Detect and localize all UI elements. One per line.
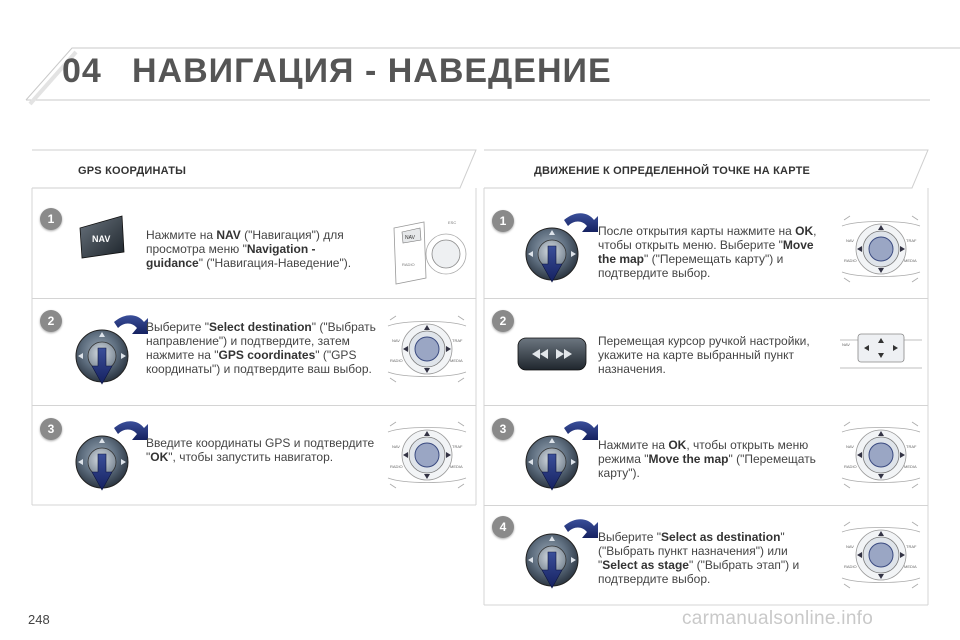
chapter-number: 04 (62, 52, 102, 90)
nav-button-label: NAV (92, 234, 111, 244)
svg-text:TRAF: TRAF (906, 238, 917, 243)
control-panel-thumbnail (384, 306, 470, 392)
svg-text:RADIO: RADIO (844, 464, 857, 469)
step-divider (484, 505, 928, 506)
svg-text:RADIO: RADIO (844, 258, 857, 263)
svg-text:RADIO: RADIO (390, 464, 403, 469)
step-instruction: Нажмите на OK, чтобы открыть меню режима "Move the map" ("Перемещать карту"). (598, 438, 816, 480)
rotary-push-knob-icon (70, 308, 150, 388)
svg-text:NAV: NAV (405, 235, 415, 241)
step-instruction: Выберите "Select destination" ("Выбрать направление") и подтвердите, затем нажмите на "GPS coordinates" ("GPS координаты") и подтвердите ваш выбор. (146, 320, 376, 376)
step-divider (484, 298, 928, 299)
svg-text:NAV: NAV (846, 544, 854, 549)
svg-text:MEDIA: MEDIA (450, 464, 463, 469)
step-number-badge: 2 (492, 310, 514, 332)
svg-text:TRAF: TRAF (906, 544, 917, 549)
svg-text:NAV: NAV (392, 338, 400, 343)
step-instruction: Нажмите на NAV ("Навигация") для просмотра меню "Navigation - guidance" ("Навигация-Наведение"). (146, 228, 352, 270)
svg-text:ESC: ESC (448, 220, 457, 225)
step-divider (32, 298, 476, 299)
svg-text:NAV: NAV (846, 238, 854, 243)
step-number-badge: 4 (492, 516, 514, 538)
step-number-badge: 2 (40, 310, 62, 332)
watermark: carmanualsonline.info (682, 608, 874, 629)
rotary-push-knob-icon (520, 206, 600, 286)
svg-text:TRAF: TRAF (906, 444, 917, 449)
step-instruction: Выберите "Select as destination" ("Выбрать пункт назначения") или "Select as stage" ("Выбрать этап") и подтвердите выбор. (598, 530, 800, 586)
svg-text:MEDIA: MEDIA (904, 464, 917, 469)
step-instruction: Введите координаты GPS и подтвердите "OK", чтобы запустить навигатор. (146, 436, 375, 464)
page-number: 248 (28, 612, 50, 627)
svg-text:RADIO: RADIO (844, 564, 857, 569)
svg-text:NAV: NAV (842, 342, 850, 347)
control-panel-thumbnail (838, 206, 924, 292)
svg-text:RADIO: RADIO (402, 262, 415, 267)
svg-text:MEDIA: MEDIA (450, 358, 463, 363)
svg-text:NAV: NAV (392, 444, 400, 449)
step-number-badge: 3 (492, 418, 514, 440)
svg-text:NAV: NAV (846, 444, 854, 449)
left-panel-title: GPS КООРДИНАТЫ (78, 165, 187, 177)
chapter-title: НАВИГАЦИЯ - НАВЕДЕНИЕ (132, 52, 612, 90)
svg-text:RADIO: RADIO (390, 358, 403, 363)
step-number-badge: 1 (492, 210, 514, 232)
step-divider (32, 405, 476, 406)
control-panel-thumbnail (838, 412, 924, 498)
svg-text:TRAF: TRAF (452, 338, 463, 343)
rotary-push-knob-icon (520, 512, 600, 592)
joystick-pad-icon (516, 334, 588, 374)
svg-text:TRAF: TRAF (452, 444, 463, 449)
step-instruction: После открытия карты нажмите на OK, чтобы открыть меню. Выберите "Move the map" ("Перемещать карту") и подтвердите выбор. (598, 224, 817, 280)
nav-panel-thumbnail (384, 208, 470, 294)
right-panel-title: ДВИЖЕНИЕ К ОПРЕДЕЛЕННОЙ ТОЧКЕ НА КАРТЕ (534, 165, 811, 177)
step-divider (484, 405, 928, 406)
step-instruction: Перемещая курсор ручкой настройки, укажите на карте выбранный пункт назначения. (598, 334, 810, 376)
nav-button-icon (76, 212, 128, 262)
control-panel-thumbnail (838, 512, 924, 598)
joystick-panel-thumbnail (838, 310, 924, 396)
rotary-push-knob-icon (70, 414, 150, 494)
rotary-push-knob-icon (520, 414, 600, 494)
step-number-badge: 3 (40, 418, 62, 440)
control-panel-thumbnail (384, 412, 470, 498)
svg-text:MEDIA: MEDIA (904, 258, 917, 263)
step-number-badge: 1 (40, 208, 62, 230)
svg-text:MEDIA: MEDIA (904, 564, 917, 569)
